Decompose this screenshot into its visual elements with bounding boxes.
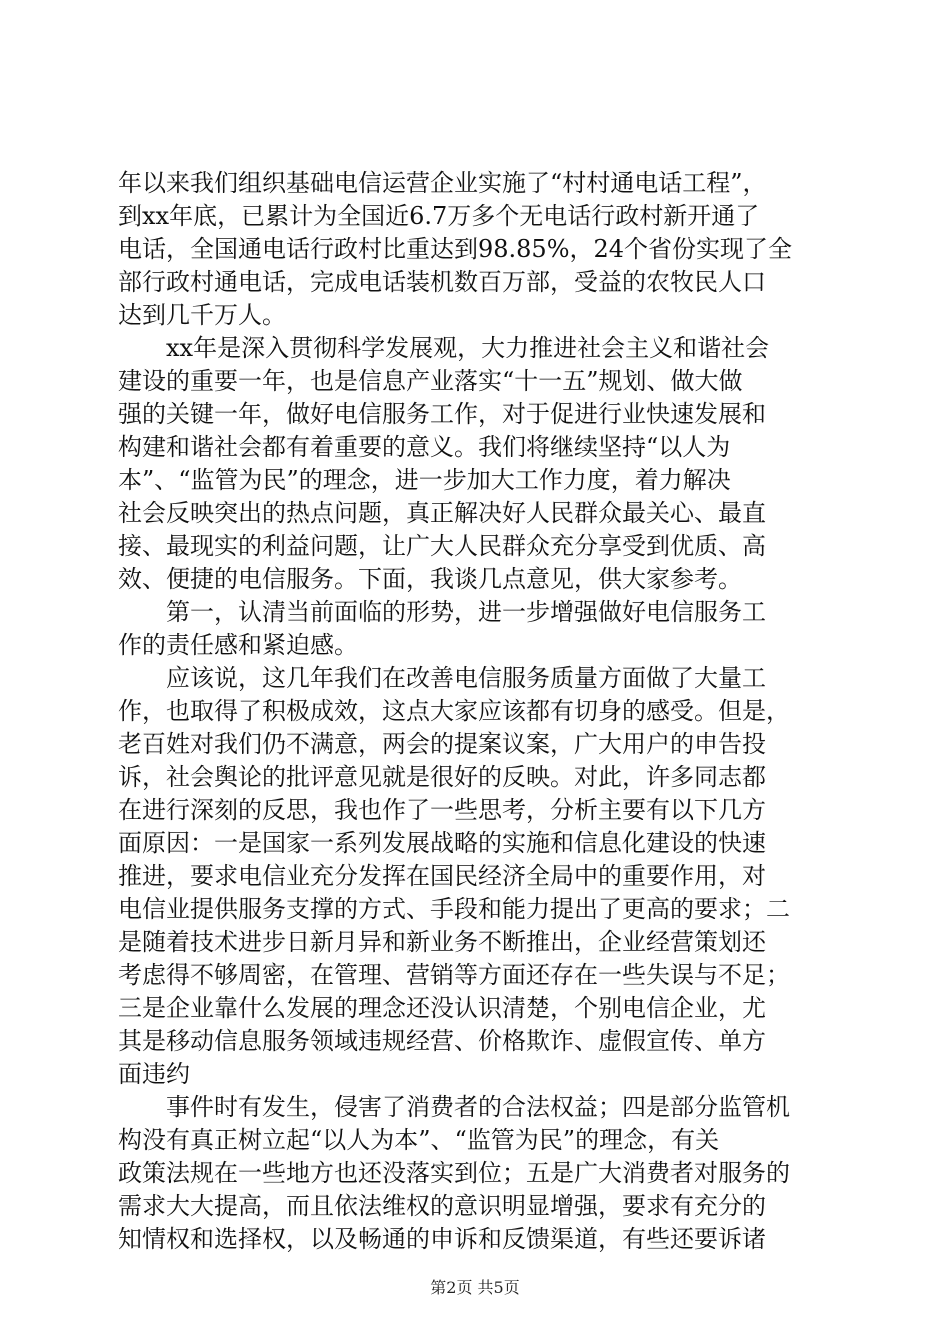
text-line: 需求大大提高，而且依法维权的意识明显增强，要求有充分的: [118, 1192, 766, 1220]
text-line: 达到几千万人。: [118, 301, 286, 329]
page-footer: [0, 1278, 950, 1298]
text-line: 建设的重要一年，也是信息产业落实“十一五”规划、做大做: [118, 367, 743, 395]
text-line: 知情权和选择权，以及畅通的申诉和反馈渠道，有些还要诉诸: [118, 1225, 766, 1253]
text-line: 政策法规在一些地方也还没落实到位；五是广大消费者对服务的: [118, 1159, 790, 1187]
section-heading-line: 作的责任感和紧迫感。: [118, 631, 358, 659]
page-number-label: 第2页 共5页: [430, 1278, 520, 1297]
section-heading-line: 第一，认清当前面临的形势，进一步增强做好电信服务工: [166, 598, 766, 626]
text-line: 构没有真正树立起“以人为本”、“监管为民”的理念，有关: [118, 1126, 720, 1154]
text-line: 推进，要求电信业充分发挥在国民经济全局中的重要作用，对: [118, 862, 766, 890]
text-line: 效、便捷的电信服务。下面，我谈几点意见，供大家参考。: [118, 565, 742, 593]
text-line: 强的关键一年，做好电信服务工作，对于促进行业快速发展和: [118, 400, 766, 428]
paragraph-first-line: xx年是深入贯彻科学发展观，大力推进社会主义和谐社会: [166, 334, 770, 362]
text-line: 面违约: [118, 1060, 190, 1088]
text-line: 到xx年底，已累计为全国近6.7万多个无电话行政村新开通了: [118, 202, 760, 230]
text-line: 在进行深刻的反思，我也作了一些思考，分析主要有以下几方: [118, 796, 766, 824]
text-line: 年以来我们组织基础电信运营企业实施了“村村通电话工程”，: [118, 169, 767, 197]
text-line: 是随着技术进步日新月异和新业务不断推出，企业经营策划还: [118, 928, 766, 956]
text-line: 其是移动信息服务领域违规经营、价格欺诈、虚假宣传、单方: [118, 1027, 766, 1055]
paragraph-first-line: 应该说，这几年我们在改善电信服务质量方面做了大量工: [166, 664, 766, 692]
text-line: 构建和谐社会都有着重要的意义。我们将继续坚持“以人为: [118, 433, 731, 461]
text-line: 作，也取得了积极成效，这点大家应该都有切身的感受。但是，: [118, 697, 790, 725]
paragraph-first-line: 事件时有发生，侵害了消费者的合法权益；四是部分监管机: [166, 1093, 790, 1121]
text-line: 诉，社会舆论的批评意见就是很好的反映。对此，许多同志都: [118, 763, 766, 791]
text-line: 面原因：一是国家一系列发展战略的实施和信息化建设的快速: [118, 829, 766, 857]
text-line: 三是企业靠什么发展的理念还没认识清楚，个别电信企业，尤: [118, 994, 766, 1022]
text-line: 接、最现实的利益问题，让广大人民群众充分享受到优质、高: [118, 532, 766, 560]
text-line: 社会反映突出的热点问题，真正解决好人民群众最关心、最直: [118, 499, 766, 527]
text-line: 本”、“监管为民”的理念，进一步加大工作力度，着力解决: [118, 466, 731, 494]
text-line: 老百姓对我们仍不满意，两会的提案议案，广大用户的申告投: [118, 730, 766, 758]
document-body: [118, 167, 834, 1256]
text-line: 电话，全国通电话行政村比重达到98.85%，24个省份实现了全: [118, 235, 793, 263]
text-line: 考虑得不够周密，在管理、营销等方面还存在一些失误与不足；: [118, 961, 790, 989]
text-line: 部行政村通电话，完成电话装机数百万部，受益的农牧民人口: [118, 268, 766, 296]
text-line: 电信业提供服务支撑的方式、手段和能力提出了更高的要求；二: [118, 895, 790, 923]
